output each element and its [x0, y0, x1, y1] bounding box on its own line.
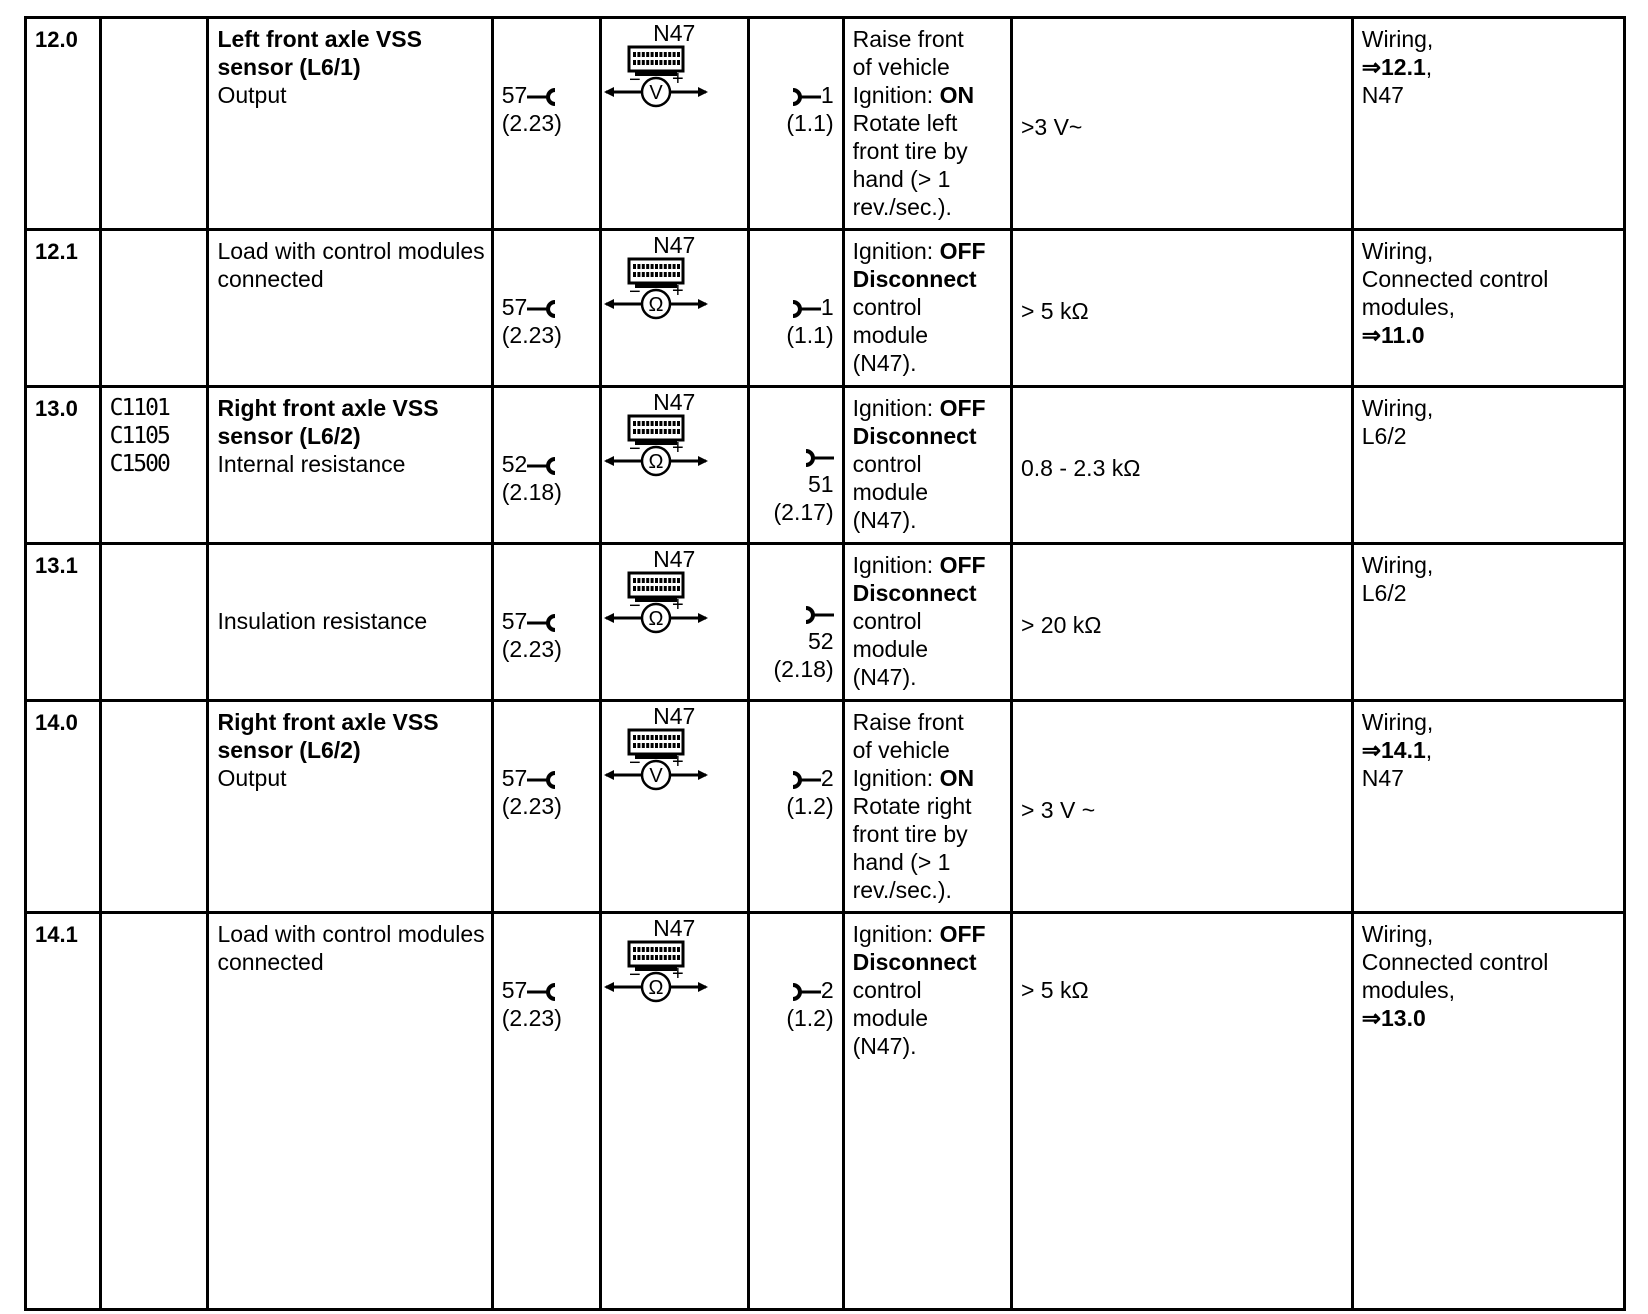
test-description-cell [208, 387, 492, 544]
remedy-line [1362, 1004, 1617, 1032]
pin-b-number: 2 [820, 977, 834, 1003]
step-cell [26, 387, 101, 544]
conditions-cell [843, 230, 1011, 387]
condition-line [853, 948, 1004, 976]
condition-value: OFF [939, 552, 986, 578]
test-description-cell [208, 230, 492, 387]
module-label: N47 [653, 232, 696, 258]
spec-value: 0.8 - 2.3 kΩ [1020, 455, 1141, 481]
pin-a [502, 450, 593, 478]
fault-codes-cell [100, 913, 208, 1310]
test-type: Load with control modules connected [217, 238, 485, 292]
pin-b-reference: (1.1) [786, 322, 834, 348]
conditions-cell [843, 387, 1011, 544]
pin-b-cell [748, 230, 843, 387]
condition-text: control [852, 294, 922, 320]
svg-text:−: − [628, 752, 641, 774]
test-type: Output [217, 765, 287, 791]
test-description-cell [208, 18, 492, 230]
condition-line [853, 478, 1004, 506]
condition-value: Disconnect [852, 580, 977, 606]
step-number: 12.0 [35, 27, 78, 52]
module-label: N47 [653, 703, 696, 729]
remedy-text: modules, [1361, 294, 1456, 320]
fault-codes-cell [100, 701, 208, 913]
pin-b [758, 764, 834, 792]
remedy-link[interactable]: 14.1 [1381, 737, 1426, 763]
condition-value: ON [939, 765, 975, 791]
multimeter-icon [602, 940, 712, 1006]
socket-icon [527, 982, 557, 1002]
pin-b-reference: (1.1) [786, 110, 834, 136]
fault-codes-cell [100, 544, 208, 701]
pin-b [758, 442, 834, 498]
remedy-link[interactable]: 12.1 [1381, 54, 1426, 80]
conditions-cell [843, 18, 1011, 230]
condition-text: (N47). [852, 1033, 917, 1059]
step-number: 14.1 [35, 922, 78, 947]
condition-text: (N47). [852, 664, 917, 690]
pin-a [502, 764, 593, 792]
test-description-cell [208, 544, 492, 701]
table-row [26, 544, 1625, 701]
condition-value: Disconnect [852, 266, 977, 292]
condition-value: ON [939, 82, 975, 108]
meter-cell [600, 387, 748, 544]
condition-line [853, 820, 1004, 848]
remedy-line [1362, 53, 1617, 81]
condition-line [853, 81, 1004, 109]
meter-cell [600, 913, 748, 1310]
test-type: Internal resistance [217, 451, 406, 477]
pin-b [758, 293, 834, 321]
remedy-text: L6/2 [1361, 580, 1407, 606]
condition-text: front tire by [852, 138, 968, 164]
spec-cell [1011, 230, 1352, 387]
condition-text: module [852, 322, 929, 348]
svg-text:+: + [671, 68, 684, 90]
pin-a-number: 57 [501, 608, 528, 634]
remedy-text: ⇒ [1361, 322, 1382, 348]
multimeter-icon [602, 571, 712, 637]
condition-text: hand (> 1 [852, 166, 951, 192]
remedy-line [1362, 265, 1617, 293]
remedy-text: N47 [1361, 765, 1404, 791]
remedy-line [1362, 764, 1617, 792]
condition-text: Raise front [852, 26, 964, 52]
condition-line [853, 848, 1004, 876]
plug-icon [791, 982, 821, 1002]
fault-codes-cell [100, 230, 208, 387]
step-cell [26, 701, 101, 913]
condition-text: (N47). [852, 507, 917, 533]
fault-codes-cell [100, 387, 208, 544]
svg-text:+: + [671, 280, 684, 302]
condition-value: Disconnect [852, 949, 977, 975]
condition-line [853, 450, 1004, 478]
conditions-cell [843, 544, 1011, 701]
condition-text: of vehicle [852, 737, 950, 763]
svg-text:−: − [628, 281, 641, 303]
pin-b-number: 1 [820, 294, 834, 320]
pin-b-reference: (1.2) [786, 1005, 834, 1031]
pin-a-cell [492, 701, 600, 913]
condition-line [853, 422, 1004, 450]
condition-text: rev./sec.). [852, 877, 952, 903]
condition-line [853, 506, 1004, 534]
pin-a-reference: (2.23) [501, 110, 562, 136]
remedy-text: L6/2 [1361, 423, 1407, 449]
remedy-text: ⇒ [1361, 1005, 1382, 1031]
svg-text:−: − [628, 964, 641, 986]
condition-line [853, 579, 1004, 607]
plug-icon [804, 448, 834, 468]
pin-a-cell [492, 230, 600, 387]
remedy-line [1362, 394, 1617, 422]
pin-a-cell [492, 18, 600, 230]
remedy-line [1362, 948, 1617, 976]
remedy-line [1362, 237, 1617, 265]
spec-cell [1011, 913, 1352, 1310]
condition-line [853, 876, 1004, 904]
condition-line [853, 53, 1004, 81]
condition-line [853, 708, 1004, 736]
remedy-line [1362, 976, 1617, 1004]
remedy-text: Wiring, [1361, 26, 1434, 52]
pin-a [502, 293, 593, 321]
pin-a-reference: (2.23) [501, 322, 562, 348]
socket-icon [527, 456, 557, 476]
step-number: 12.1 [35, 239, 78, 264]
remedy-text: ⇒ [1361, 737, 1382, 763]
condition-line [853, 237, 1004, 265]
pin-a [502, 976, 593, 1004]
condition-text: (N47). [852, 350, 917, 376]
multimeter-icon [602, 728, 712, 794]
remedy-cell [1352, 230, 1624, 387]
pin-b [758, 599, 834, 655]
plug-icon [791, 770, 821, 790]
condition-line [853, 551, 1004, 579]
condition-line [853, 764, 1004, 792]
pin-b-number: 2 [820, 765, 834, 791]
svg-text:+: + [671, 594, 684, 616]
spec-value: > 5 kΩ [1020, 977, 1089, 1003]
pin-a-number: 57 [501, 977, 528, 1003]
condition-text: Ignition: [852, 238, 940, 264]
condition-text: control [852, 451, 922, 477]
pin-b-number: 51 [808, 471, 834, 497]
pin-a-cell [492, 544, 600, 701]
step-cell [26, 230, 101, 387]
remedy-line [1362, 551, 1617, 579]
condition-value: OFF [939, 921, 986, 947]
meter-cell [600, 18, 748, 230]
test-type: Load with control modules connected [217, 921, 485, 975]
test-type: Insulation resistance [217, 608, 428, 634]
module-label: N47 [653, 915, 696, 941]
pin-b-reference: (2.17) [773, 499, 834, 525]
socket-icon [527, 613, 557, 633]
condition-text: rev./sec.). [852, 194, 952, 220]
condition-text: control [852, 608, 922, 634]
step-cell [26, 18, 101, 230]
socket-icon [527, 299, 557, 319]
pin-b-reference: (2.18) [773, 656, 834, 682]
pin-a-number: 57 [501, 294, 528, 320]
condition-value: Disconnect [852, 423, 977, 449]
meter-symbol: Ω [648, 294, 664, 316]
remedy-line [1362, 25, 1617, 53]
spec-cell [1011, 544, 1352, 701]
pin-b-cell [748, 701, 843, 913]
remedy-cell [1352, 18, 1624, 230]
condition-text: Ignition: [852, 921, 940, 947]
condition-text: Ignition: [852, 82, 940, 108]
condition-text: Ignition: [852, 395, 940, 421]
plug-icon [791, 299, 821, 319]
remedy-text: modules, [1361, 977, 1456, 1003]
condition-line [853, 607, 1004, 635]
remedy-line [1362, 422, 1617, 450]
step-number: 13.1 [35, 553, 78, 578]
condition-text: control [852, 977, 922, 1003]
remedy-text: Wiring, [1361, 709, 1434, 735]
conditions-cell [843, 913, 1011, 1310]
pin-a [502, 81, 593, 109]
pin-a-reference: (2.23) [501, 636, 562, 662]
remedy-cell [1352, 544, 1624, 701]
multimeter-icon [602, 257, 712, 323]
fault-codes-cell [100, 18, 208, 230]
table-row [26, 913, 1625, 1310]
pin-b-number: 52 [808, 628, 834, 654]
pin-b-cell [748, 18, 843, 230]
remedy-line [1362, 321, 1617, 349]
multimeter-icon [602, 414, 712, 480]
remedy-cell [1352, 387, 1624, 544]
condition-line [853, 663, 1004, 691]
fault-codes: C1101 C1105 C1500 [109, 395, 169, 477]
condition-line [853, 165, 1004, 193]
pin-b-reference: (1.2) [786, 793, 834, 819]
meter-symbol: Ω [648, 608, 664, 630]
test-description-cell [208, 913, 492, 1310]
condition-text: module [852, 1005, 929, 1031]
svg-text:+: + [671, 437, 684, 459]
spec-cell [1011, 18, 1352, 230]
plug-icon [791, 87, 821, 107]
remedy-link[interactable]: 13.0 [1381, 1005, 1426, 1031]
meter-symbol: V [648, 82, 663, 104]
spec-value: > 5 kΩ [1020, 298, 1089, 324]
svg-text:+: + [671, 751, 684, 773]
pin-b [758, 976, 834, 1004]
remedy-text: N47 [1361, 82, 1404, 108]
step-number: 13.0 [35, 396, 78, 421]
component-title: Right front axle VSS sensor (L6/2) [217, 395, 439, 449]
spec-value: >3 V~ [1020, 113, 1083, 140]
condition-text: Raise front [852, 709, 964, 735]
svg-text:+: + [671, 963, 684, 985]
condition-line [853, 394, 1004, 422]
condition-line [853, 736, 1004, 764]
condition-text: module [852, 636, 929, 662]
condition-line [853, 920, 1004, 948]
remedy-line [1362, 293, 1617, 321]
remedy-text: , [1425, 737, 1433, 763]
remedy-link[interactable]: 11.0 [1381, 322, 1425, 348]
condition-text: Rotate right [852, 793, 972, 819]
step-number: 14.0 [35, 710, 78, 735]
step-cell [26, 913, 101, 1310]
pin-a-number: 57 [501, 765, 528, 791]
conditions-cell [843, 701, 1011, 913]
remedy-text: Wiring, [1361, 921, 1434, 947]
remedy-text: , [1425, 54, 1433, 80]
pin-a-cell [492, 387, 600, 544]
pin-b-cell [748, 544, 843, 701]
socket-icon [527, 87, 557, 107]
condition-text: Ignition: [852, 552, 940, 578]
condition-line [853, 265, 1004, 293]
remedy-text: Connected control [1361, 949, 1549, 975]
condition-text: Ignition: [852, 765, 940, 791]
meter-cell [600, 544, 748, 701]
pin-a-cell [492, 913, 600, 1310]
condition-line [853, 349, 1004, 377]
pin-b [758, 81, 834, 109]
module-label: N47 [653, 546, 696, 572]
condition-line [853, 109, 1004, 137]
condition-value: OFF [939, 395, 986, 421]
condition-value: OFF [939, 238, 986, 264]
svg-text:−: − [628, 438, 641, 460]
remedy-line [1362, 736, 1617, 764]
condition-line [853, 1004, 1004, 1032]
module-label: N47 [653, 389, 696, 415]
pin-a-reference: (2.23) [501, 793, 562, 819]
remedy-cell [1352, 701, 1624, 913]
remedy-text: Connected control [1361, 266, 1549, 292]
pin-a-reference: (2.23) [501, 1005, 562, 1031]
spec-cell [1011, 387, 1352, 544]
table-row [26, 387, 1625, 544]
svg-text:−: − [628, 69, 641, 91]
remedy-line [1362, 81, 1617, 109]
condition-text: module [852, 479, 929, 505]
socket-icon [527, 770, 557, 790]
pin-b-number: 1 [820, 82, 834, 108]
meter-symbol: Ω [648, 977, 664, 999]
pin-a [502, 607, 593, 635]
remedy-line [1362, 708, 1617, 736]
table-row [26, 18, 1625, 230]
table-row [26, 230, 1625, 387]
svg-text:−: − [628, 595, 641, 617]
condition-line [853, 293, 1004, 321]
remedy-text: Wiring, [1361, 238, 1434, 264]
condition-line [853, 321, 1004, 349]
test-table-body [26, 18, 1625, 1310]
meter-symbol: Ω [648, 451, 664, 473]
spec-value: > 20 kΩ [1020, 612, 1102, 638]
test-type: Output [217, 82, 287, 108]
remedy-line [1362, 920, 1617, 948]
table-row [26, 701, 1625, 913]
condition-line [853, 1032, 1004, 1060]
condition-line [853, 137, 1004, 165]
test-description-cell [208, 701, 492, 913]
meter-cell [600, 701, 748, 913]
spec-cell [1011, 701, 1352, 913]
spec-value: > 3 V ~ [1020, 796, 1096, 823]
pin-b-cell [748, 913, 843, 1310]
remedy-line [1362, 579, 1617, 607]
remedy-cell [1352, 913, 1624, 1310]
multimeter-icon [602, 45, 712, 111]
pin-a-number: 57 [501, 82, 528, 108]
remedy-text: ⇒ [1361, 54, 1382, 80]
condition-line [853, 25, 1004, 53]
meter-cell [600, 230, 748, 387]
condition-line [853, 792, 1004, 820]
component-title: Left front axle VSS sensor (L6/1) [217, 26, 422, 80]
condition-line [853, 193, 1004, 221]
pin-a-number: 52 [501, 451, 528, 477]
condition-text: Rotate left [852, 110, 958, 136]
remedy-text: Wiring, [1361, 552, 1434, 578]
condition-line [853, 976, 1004, 1004]
plug-icon [804, 605, 834, 625]
module-label: N47 [653, 20, 696, 46]
test-table [24, 16, 1626, 1311]
condition-text: of vehicle [852, 54, 950, 80]
pin-a-reference: (2.18) [501, 479, 562, 505]
condition-text: hand (> 1 [852, 849, 951, 875]
meter-symbol: V [648, 765, 663, 787]
pin-b-cell [748, 387, 843, 544]
component-title: Right front axle VSS sensor (L6/2) [217, 709, 439, 763]
step-cell [26, 544, 101, 701]
condition-line [853, 635, 1004, 663]
condition-text: front tire by [852, 821, 968, 847]
remedy-text: Wiring, [1361, 395, 1434, 421]
